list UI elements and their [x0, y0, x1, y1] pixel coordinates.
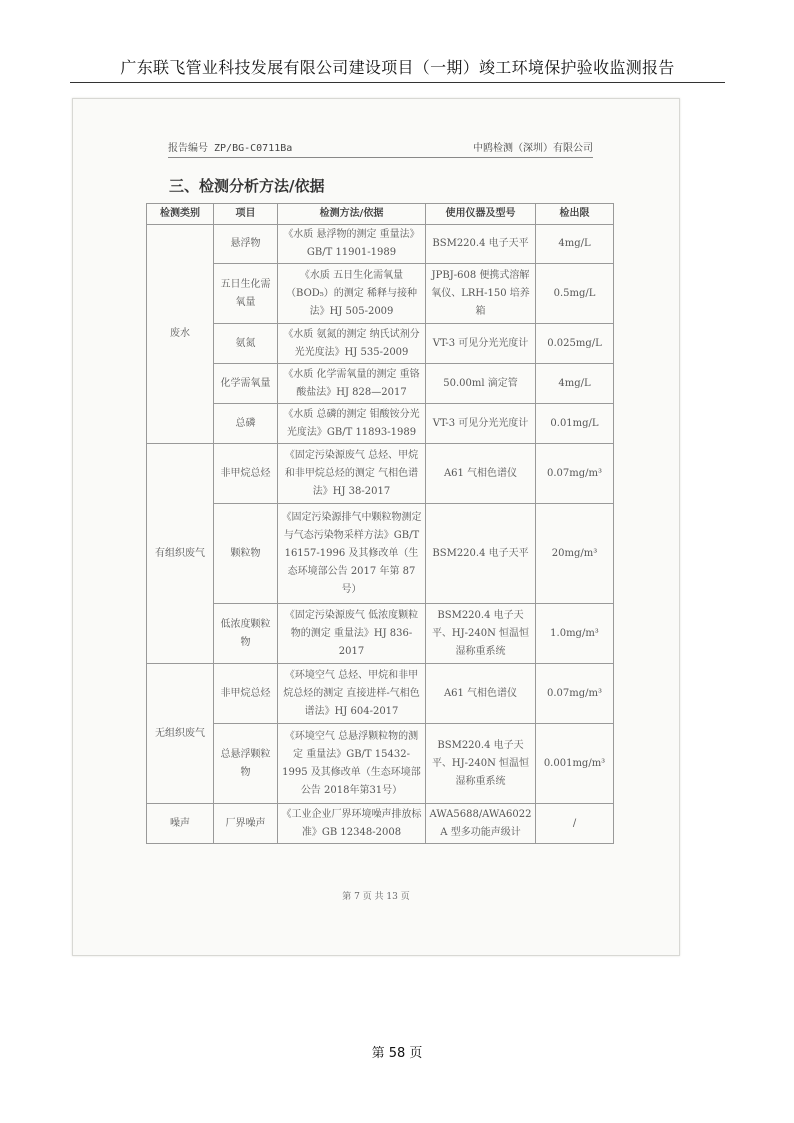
method-cell: 《工业企业厂界环境噪声排放标准》GB 12348-2008 [278, 804, 426, 844]
table-row [147, 724, 614, 804]
limit-cell: 4mg/L [536, 225, 614, 264]
header-item: 项目 [214, 204, 278, 225]
item-cell: 总悬浮颗粒物 [214, 724, 278, 804]
instrument-cell: BSM220.4 电子天平 [426, 225, 536, 264]
limit-cell: 20mg/m³ [536, 504, 614, 604]
item-cell: 总磷 [214, 404, 278, 444]
table-row [147, 404, 614, 444]
method-cell: 《水质 五日生化需氧量（BOD₅）的测定 稀释与接种法》HJ 505-2009 [278, 264, 426, 324]
instrument-cell: VT-3 可见分光光度计 [426, 324, 536, 364]
limit-cell: 0.07mg/m³ [536, 664, 614, 724]
method-cell: 《水质 氨氮的测定 纳氏试剂分光光度法》HJ 535-2009 [278, 324, 426, 364]
table-row [147, 604, 614, 664]
report-number: 报告编号 ZP/BG-C0711Ba [168, 143, 293, 154]
section-title: 三、检测分析方法/依据 [169, 177, 325, 195]
methods-table [146, 203, 614, 844]
item-cell: 化学需氧量 [214, 364, 278, 404]
instrument-cell: BSM220.4 电子天平 [426, 504, 536, 604]
header-category: 检测类别 [147, 204, 214, 225]
table-row [147, 664, 614, 724]
method-cell: 《水质 悬浮物的测定 重量法》GB/T 11901-1989 [278, 225, 426, 264]
instrument-cell: BSM220.4 电子天平、HJ-240N 恒温恒湿称重系统 [426, 604, 536, 664]
scanned-report-page [72, 98, 680, 956]
page-header: 广东联飞管业科技发展有限公司建设项目（一期）竣工环境保护验收监测报告 [70, 55, 725, 83]
table-row [147, 225, 614, 264]
table-row [147, 804, 614, 844]
limit-cell: 1.0mg/m³ [536, 604, 614, 664]
method-cell: 《水质 总磷的测定 钼酸铵分光光度法》GB/T 11893-1989 [278, 404, 426, 444]
method-cell: 《固定污染源废气 总烃、甲烷和非甲烷总烃的测定 气相色谱法》HJ 38-2017 [278, 444, 426, 504]
testing-company: 中鸥检测（深圳）有限公司 [473, 143, 593, 154]
header-method: 检测方法/依据 [278, 204, 426, 225]
method-cell: 《环境空气 总烃、甲烷和非甲烷总烃的测定 直接进样-气相色谱法》HJ 604-2017 [278, 664, 426, 724]
page-number: 第 58 页 [371, 1046, 423, 1061]
category-cell: 噪声 [147, 804, 214, 844]
instrument-cell: AWA5688/AWA6022 A 型多功能声级计 [426, 804, 536, 844]
limit-cell: 0.01mg/L [536, 404, 614, 444]
table-row [147, 324, 614, 364]
category-cell: 无组织废气 [147, 664, 214, 804]
item-cell: 低浓度颗粒物 [214, 604, 278, 664]
limit-cell: 0.001mg/m³ [536, 724, 614, 804]
category-cell: 废水 [147, 225, 214, 444]
header-instrument: 使用仪器及型号 [426, 204, 536, 225]
table-row [147, 364, 614, 404]
limit-cell: 0.025mg/L [536, 324, 614, 364]
instrument-cell: 50.00ml 滴定管 [426, 364, 536, 404]
table-row [147, 444, 614, 504]
header-limit: 检出限 [536, 204, 614, 225]
item-cell: 非甲烷总烃 [214, 444, 278, 504]
method-cell: 《固定污染源废气 低浓度颗粒物的测定 重量法》HJ 836-2017 [278, 604, 426, 664]
instrument-cell: A61 气相色谱仪 [426, 444, 536, 504]
table-row [147, 264, 614, 324]
table-row [147, 504, 614, 604]
item-cell: 五日生化需氧量 [214, 264, 278, 324]
item-cell: 厂界噪声 [214, 804, 278, 844]
method-cell: 《固定污染源排气中颗粒物测定与气态污染物采样方法》GB/T 16157-1996 及其修改单（生态环境部公告 2017 年第 87 号） [278, 504, 426, 604]
instrument-cell: VT-3 可见分光光度计 [426, 404, 536, 444]
instrument-cell: A61 气相色谱仪 [426, 664, 536, 724]
method-cell: 《环境空气 总悬浮颗粒物的测定 重量法》GB/T 15432-1995 及其修改单（生态环境部公告 2018年第31号） [278, 724, 426, 804]
table-header-row [147, 204, 614, 225]
category-cell: 有组织废气 [147, 444, 214, 664]
method-cell: 《水质 化学需氧量的测定 重铬酸盐法》HJ 828—2017 [278, 364, 426, 404]
report-header-line [168, 139, 593, 158]
instrument-cell: BSM220.4 电子天平、HJ-240N 恒温恒湿称重系统 [426, 724, 536, 804]
limit-cell: / [536, 804, 614, 844]
item-cell: 非甲烷总烃 [214, 664, 278, 724]
item-cell: 悬浮物 [214, 225, 278, 264]
limit-cell: 4mg/L [536, 364, 614, 404]
item-cell: 氨氮 [214, 324, 278, 364]
report-page-footer: 第 7 页 共 13 页 [342, 892, 410, 902]
instrument-cell: JPBJ-608 便携式溶解氧仪、LRH-150 培养箱 [426, 264, 536, 324]
limit-cell: 0.5mg/L [536, 264, 614, 324]
limit-cell: 0.07mg/m³ [536, 444, 614, 504]
item-cell: 颗粒物 [214, 504, 278, 604]
